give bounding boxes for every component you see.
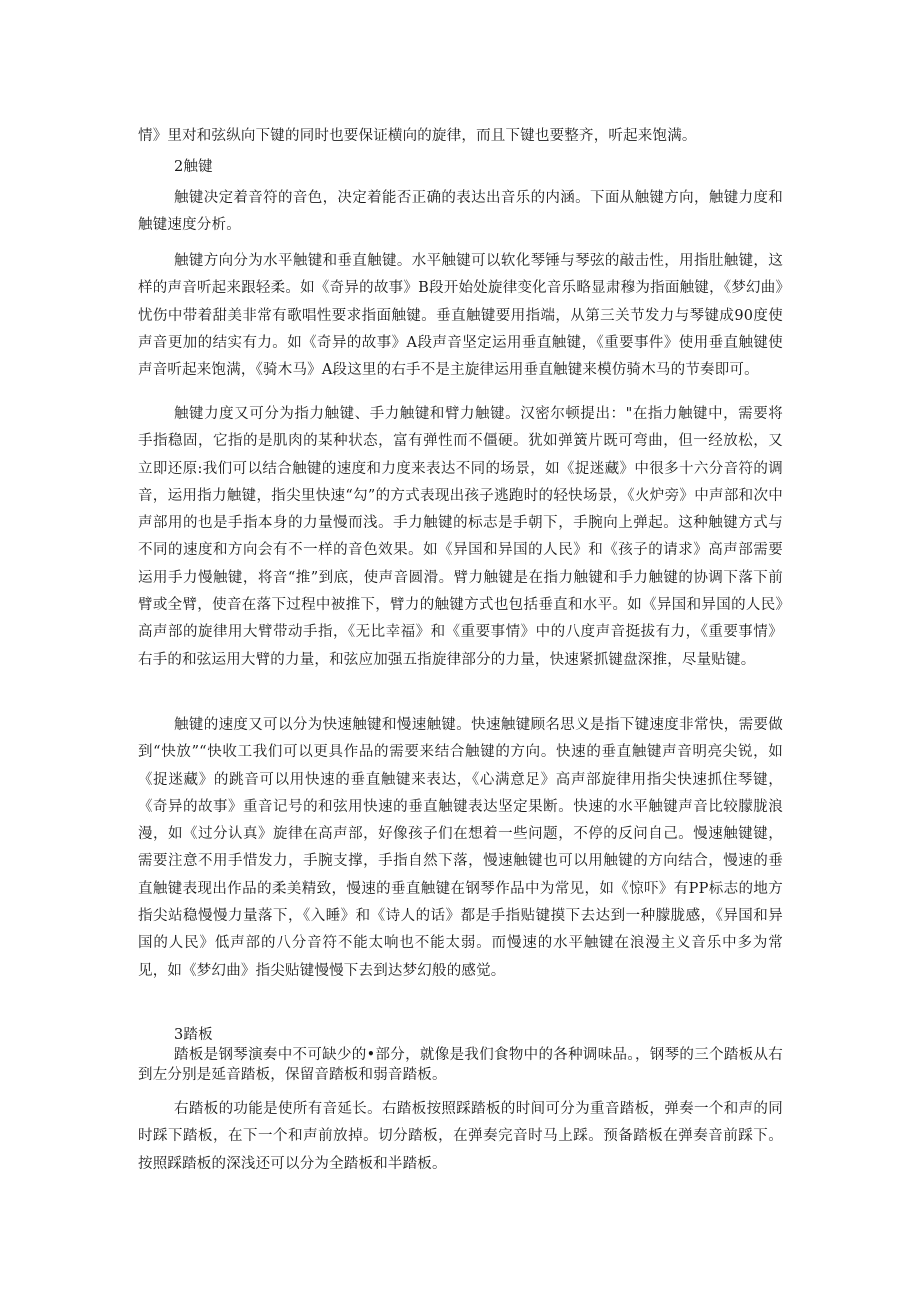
paragraph-touch-speed: 触键的速度又可以分为快速触键和慢速触键。快速触键顾名思义是指下键速度非常快，需要做到“快放”“快收工我们可以更具作品的需要来结合触键的方向。快速的垂直触键声音明亮尖锐，如《捉迷藏》的跳音可以用快速的垂直触键来表达，《心满意足》高声部旋律用指尖快速抓住琴键，《奇异的故事》重音记号的和弦用快速的垂直触键表达坚定果断。快速的水平触键声音比较朦胧浪漫，如《过分认真》旋律在高声部，好像孩子们在想着一些问题，不停的反问自己。慢速触键键，需要注意不用手惜发力，手腕支撑，手指自然下落，慢速触键也可以用触键的方向结合，慢速的垂直触键表现出作品的柔美精致，慢速的垂直触键在钢琴作品中为常见，如《惊吓》有PP标志的地方指尖站稳慢慢力量落下，《入睡》和《诗人的话》都是手指贴键摸下去达到一种朦胧感，《异国和异国的人民》低声部的八分音符不能太响也不能太弱。而慢速的水平触键在浪漫主义音乐中多为常见，如《梦幻曲》指尖贴键慢慢下去到达梦幻般的感觉。 — [138, 717, 783, 979]
paragraph-touch-direction: 触键方向分为水平触键和垂直触键。水平触键可以软化琴锤与琴弦的敲击性，用指肚触键，这样的声音听起来跟轻柔。如《奇异的故事》B段开始处旋律变化音乐略显肃穆为指面触键，《梦幻曲》忧伤中带着甜美非常有歌唱性要求指面触键。垂直触键要用指端，从第三关节发力与琴键成90度使声音更加的结实有力。如《奇异的故事》A段声音坚定运用垂直触键，《重要事件》使用垂直触键使声音听起来饱满，《骑木马》A段这里的右手不是主旋律运用垂直触键来模仿骑木马的节奏即可。 — [138, 253, 783, 379]
paragraph-right-pedal: 右踏板的功能是使所有音延长。右踏板按照踩踏板的时间可分为重音踏板，弹奏一个和声的同时踩下踏板，在下一个和声前放掉。切分踏板，在弹奏完音时马上踩。预备踏板在弹奏音前踩下。按照踩踏板的深浅还可以分为全踏板和半踏板。 — [138, 1101, 783, 1172]
paragraph-continuation: 情》里对和弦纵向下键的同时也要保证横向的旋律，而且下键也要整齐，听起来饱满。 — [138, 128, 697, 144]
paragraph-touch-intro: 触键决定着音符的音色，决定着能否正确的表达出音乐的内涵。下面从触键方向，触键力度和触键速度分析。 — [138, 190, 783, 234]
paragraph-touch-force: 触键力度又可分为指力触键、手力触键和臂力触键。汉密尔顿提出："在指力触键中，需要将手指稳固，它指的是肌肉的某种状态，富有弹性而不僵硬。犹如弹簧片既可弯曲，但一经放松，又立即还原:我们可以结合触键的速度和力度来表达不同的场景，如《捉迷藏》中很多十六分音符的调音，运用指力触键，指尖里快速“勾”的方式表现出孩子逃跑时的轻快场景，《火炉旁》中声部和次中声部用的也是手指本身的力量慢而浅。手力触键的标志是手朝下，手腕向上弹起。这种触键方式与不同的速度和方向会有不一样的音色效果。如《异国和异国的人民》和《孩子的请求》高声部需要运用手力慢触键，将音“推”到底，使声音圆滑。臂力触键是在指力触键和手力触键的协调下落下前臂或全臂，使音在落下过程中被推下，臂力的触键方式也包括垂直和水平。如《异国和异国的人民》高声部的旋律用大臂带动手指，《无比幸福》和《重要事情》中的八度声音挺拔有力，《重要事情》右手的和弦运用大臂的力量，和弦应加强五指旋律部分的力量，快速紧抓键盘深推，尽量贴键。 — [138, 406, 783, 668]
section-heading-touch: 2触键 — [174, 159, 213, 175]
section-heading-pedal: 3踏板 — [174, 1027, 213, 1043]
paragraph-pedal-intro: 踏板是钢琴演奏中不可缺少的•部分，就像是我们食物中的各种调味品。，钢琴的三个踏板从右到左分别是延音踏板，保留音踏板和弱音踏板。 — [138, 1047, 783, 1083]
